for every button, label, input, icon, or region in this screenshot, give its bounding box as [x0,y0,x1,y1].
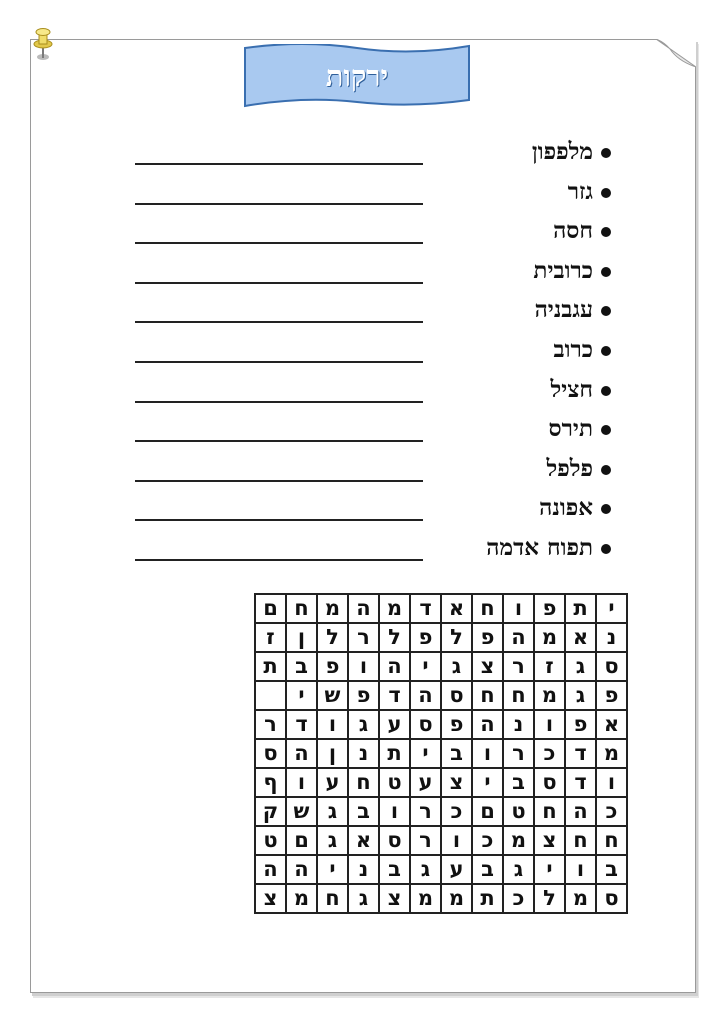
grid-cell[interactable]: ה [472,710,503,739]
grid-cell[interactable]: פ [441,710,472,739]
grid-cell[interactable]: ס [379,826,410,855]
grid-cell[interactable]: ס [410,710,441,739]
grid-cell[interactable]: ש [317,681,348,710]
grid-cell[interactable]: ף [255,768,286,797]
list-item [0,373,724,413]
grid-cell[interactable]: ו [534,710,565,739]
grid-cell[interactable]: ע [379,710,410,739]
list-item [0,293,724,333]
grid-cell[interactable]: ה [503,623,534,652]
grid-cell[interactable]: נ [596,623,627,652]
grid-cell[interactable]: ח [317,884,348,913]
word-search-grid [254,593,628,914]
grid-cell[interactable]: י [534,855,565,884]
bullet-icon [601,386,611,396]
grid-cell[interactable]: ס [534,768,565,797]
grid-cell[interactable]: ח [286,594,317,623]
bullet-icon [601,267,611,277]
grid-row [255,623,627,652]
grid-cell[interactable]: ו [348,652,379,681]
grid-cell[interactable]: י [286,681,317,710]
title-banner [243,44,471,109]
grid-cell[interactable]: ג [348,710,379,739]
answer-line[interactable] [135,242,423,244]
answer-line[interactable] [135,480,423,482]
vocabulary-word: עגבניה [534,296,593,324]
grid-row [255,826,627,855]
grid-cell[interactable]: ג [317,826,348,855]
grid-cell[interactable]: ם [255,594,286,623]
answer-line[interactable] [135,163,423,165]
bullet-icon [601,306,611,316]
grid-cell[interactable]: ק [255,797,286,826]
grid-cell[interactable]: ג [441,652,472,681]
grid-cell[interactable]: ס [596,652,627,681]
bullet-icon [601,148,611,158]
page-title: ירקות [325,59,389,93]
grid-cell[interactable]: מ [317,594,348,623]
grid-cell[interactable]: ר [410,797,441,826]
grid-cell[interactable]: ב [286,652,317,681]
grid-cell[interactable]: ת [379,739,410,768]
list-item [0,214,724,254]
vocabulary-word: חסה [553,217,593,245]
grid-row [255,797,627,826]
grid-cell[interactable]: ג [317,797,348,826]
grid-cell[interactable]: כ [503,884,534,913]
grid-cell[interactable]: ז [534,652,565,681]
grid-cell[interactable]: ט [379,768,410,797]
grid-cell[interactable]: כ [596,797,627,826]
grid-cell[interactable]: פ [596,681,627,710]
grid-row [255,652,627,681]
answer-line[interactable] [135,559,423,561]
grid-cell[interactable]: ב [348,797,379,826]
bullet-icon [601,346,611,356]
grid-cell[interactable]: ח [596,826,627,855]
grid-cell[interactable]: ר [348,623,379,652]
answer-line[interactable] [135,321,423,323]
vocabulary-word: חציל [550,375,593,403]
grid-cell[interactable]: ד [410,594,441,623]
grid-cell[interactable]: ח [348,768,379,797]
grid-cell[interactable]: א [596,710,627,739]
grid-cell[interactable]: ל [317,623,348,652]
grid-cell[interactable]: ג [410,855,441,884]
vocabulary-word: כרובית [533,256,593,284]
grid-cell[interactable]: ה [255,855,286,884]
grid-cell[interactable]: ה [410,681,441,710]
grid-cell[interactable]: ח [503,681,534,710]
list-item [0,452,724,492]
answer-line[interactable] [135,361,423,363]
grid-cell[interactable]: ח [565,826,596,855]
vocabulary-word: תירס [548,415,593,443]
grid-cell[interactable]: פ [348,681,379,710]
grid-cell[interactable]: ז [255,623,286,652]
grid-cell[interactable]: ל [441,623,472,652]
grid-cell[interactable]: ס [255,739,286,768]
grid-cell[interactable]: פ [472,623,503,652]
grid-cell[interactable]: ו [503,594,534,623]
grid-cell[interactable]: ר [255,710,286,739]
grid-cell[interactable]: ש [286,797,317,826]
grid-cell[interactable]: ם [286,826,317,855]
grid-cell[interactable]: י [472,768,503,797]
grid-cell[interactable]: ע [441,855,472,884]
grid-cell[interactable]: פ [565,710,596,739]
grid-cell[interactable]: א [441,594,472,623]
grid-cell[interactable]: ן [286,623,317,652]
bullet-icon [601,188,611,198]
grid-cell[interactable]: ח [472,594,503,623]
grid-cell[interactable]: ו [565,855,596,884]
grid-cell[interactable]: מ [410,884,441,913]
grid-cell[interactable]: ח [534,797,565,826]
vocabulary-word: כרוב [553,336,593,363]
pushpin-icon [30,26,56,64]
grid-cell[interactable]: ו [379,797,410,826]
grid-cell[interactable]: ט [255,826,286,855]
grid-cell[interactable]: ב [441,739,472,768]
grid-cell[interactable]: ע [410,768,441,797]
grid-row [255,594,627,623]
grid-cell[interactable]: ד [565,768,596,797]
grid-cell[interactable]: צ [472,652,503,681]
bullet-icon [601,425,611,435]
grid-cell[interactable]: ס [596,884,627,913]
grid-cell[interactable]: ב [379,855,410,884]
grid-row [255,739,627,768]
grid-cell[interactable]: ג [348,884,379,913]
grid-cell[interactable]: כ [441,797,472,826]
grid-cell[interactable]: י [410,652,441,681]
list-item [0,254,724,294]
grid-cell[interactable]: ה [286,739,317,768]
grid-cell[interactable]: ע [317,768,348,797]
list-item [0,135,724,175]
grid-cell[interactable]: כ [472,826,503,855]
grid-cell[interactable]: מ [534,623,565,652]
grid-cell[interactable]: מ [379,594,410,623]
grid-row [255,855,627,884]
grid-cell[interactable]: ל [534,884,565,913]
grid-cell[interactable]: ח [472,681,503,710]
bullet-icon [601,465,611,475]
grid-cell[interactable]: ג [503,855,534,884]
grid-cell[interactable]: ג [565,681,596,710]
grid-cell[interactable]: ט [503,797,534,826]
grid-cell[interactable]: נ [503,710,534,739]
bullet-icon [601,227,611,237]
vocabulary-word: פלפל [546,454,593,482]
grid-cell[interactable]: ד [565,739,596,768]
grid-cell[interactable]: ד [286,710,317,739]
grid-cell[interactable]: י [596,594,627,623]
list-item [0,491,724,531]
grid-cell[interactable]: ד [379,681,410,710]
list-item [0,333,724,373]
grid-cell[interactable]: ס [441,681,472,710]
vocabulary-word: אפונה [539,494,593,522]
grid-cell[interactable]: א [565,623,596,652]
grid-cell[interactable]: ב [503,768,534,797]
grid-row [255,768,627,797]
grid-cell[interactable]: ת [565,594,596,623]
answer-line[interactable] [135,440,423,442]
grid-cell[interactable]: ו [317,710,348,739]
grid-cell[interactable]: ן [317,739,348,768]
vocabulary-word: תפוח אדמה [486,534,593,561]
grid-cell[interactable]: ם [472,797,503,826]
grid-cell[interactable]: מ [534,681,565,710]
grid-cell[interactable]: פ [317,652,348,681]
grid-cell[interactable]: ה [565,797,596,826]
grid-cell[interactable]: צ [534,826,565,855]
answer-line[interactable] [135,203,423,205]
vocabulary-word: גזר [567,177,593,205]
grid-cell[interactable]: ו [286,768,317,797]
grid-cell[interactable]: כ [534,739,565,768]
grid-cell[interactable]: ה [379,652,410,681]
grid-cell[interactable]: מ [286,884,317,913]
grid-cell[interactable]: ר [503,652,534,681]
grid-cell[interactable]: נ [348,855,379,884]
grid-cell[interactable]: י [410,739,441,768]
grid-cell[interactable]: י [317,855,348,884]
answer-line[interactable] [135,519,423,521]
grid-cell[interactable]: צ [441,768,472,797]
grid-cell[interactable]: ו [472,739,503,768]
grid-row [255,710,627,739]
grid-cell[interactable]: ר [410,826,441,855]
grid-row [255,681,627,710]
grid-cell[interactable]: פ [534,594,565,623]
list-item [0,412,724,452]
list-item [0,531,724,571]
answer-line[interactable] [135,401,423,403]
grid-cell[interactable]: ר [503,739,534,768]
answer-line[interactable] [135,282,423,284]
grid-cell[interactable]: ל [379,623,410,652]
grid-cell[interactable]: ב [472,855,503,884]
list-item [0,175,724,215]
grid-cell[interactable]: ב [596,855,627,884]
grid-cell[interactable]: ג [565,652,596,681]
grid-cell[interactable]: מ [596,739,627,768]
grid-cell[interactable]: ו [441,826,472,855]
grid-row [255,884,627,913]
page-curl-icon [656,39,696,67]
grid-cell[interactable]: ת [472,884,503,913]
grid-cell[interactable]: צ [379,884,410,913]
grid-cell[interactable]: נ [348,739,379,768]
bullet-icon [601,504,611,514]
grid-cell[interactable]: מ [503,826,534,855]
grid-cell[interactable]: מ [565,884,596,913]
bullet-icon [601,544,611,554]
grid-cell[interactable]: צ [255,884,286,913]
grid-cell[interactable]: פ [410,623,441,652]
grid-cell[interactable]: ה [286,855,317,884]
vocabulary-word: מלפפון [531,138,593,165]
grid-cell[interactable]: ה [348,594,379,623]
grid-cell[interactable] [255,681,286,710]
grid-cell[interactable]: א [348,826,379,855]
grid-cell[interactable]: מ [441,884,472,913]
grid-cell[interactable]: ו [596,768,627,797]
grid-cell[interactable]: ת [255,652,286,681]
